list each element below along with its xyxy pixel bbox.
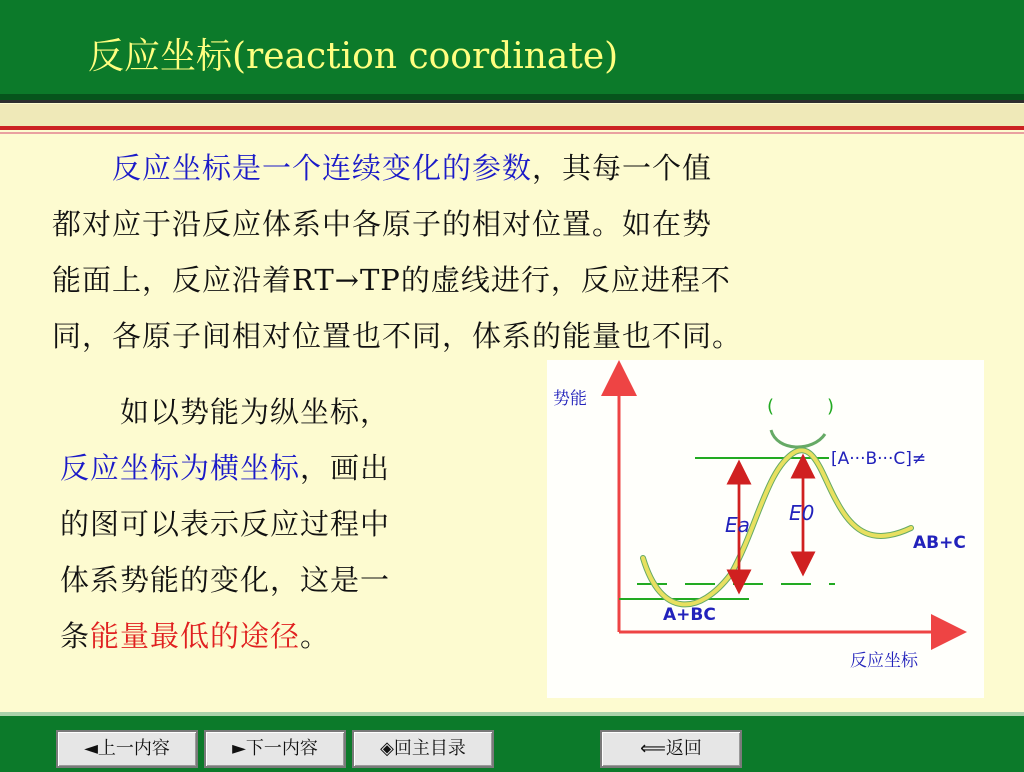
home-button[interactable]: ◈回主目录 (352, 730, 494, 768)
energy-diagram-svg (547, 360, 984, 698)
side-line-2 (60, 440, 530, 496)
transition-state-label: [A···B···C]≠ (831, 449, 927, 469)
header-divider (0, 104, 1024, 126)
side-line-5-end: 。 (300, 619, 331, 653)
side-highlight-red: 能量最低的途径 (90, 619, 301, 653)
para-line-1-rest: ，其每一个值 (532, 151, 713, 185)
next-button[interactable]: ►下一内容 (204, 730, 346, 768)
nav-bar (0, 712, 1024, 772)
page-title: 反应坐标(reaction coordinate) (88, 36, 619, 77)
para-line-4: 同，各原子间相对位置也不同，体系的能量也不同。 (52, 319, 743, 353)
side-highlight-blue: 反应坐标为横坐标 (60, 451, 301, 485)
side-line-2-rest: ，画出 (300, 451, 391, 485)
intro-paragraph (52, 140, 952, 364)
side-line-1: 如以势能为纵坐标， (60, 395, 391, 429)
y-axis-label: 势能 (553, 389, 587, 409)
back-button[interactable]: ⟸返回 (600, 730, 742, 768)
para-highlight-blue: 反应坐标是一个连续变化的参数 (112, 151, 533, 185)
para-line-3: 能面上，反应沿着RT→TP的虚线进行，反应进程不 (52, 263, 731, 297)
transition-mark-left: ( (767, 396, 775, 417)
side-paragraph (60, 384, 530, 664)
para-line-2: 都对应于沿反应体系中各原子的相对位置。如在势 (52, 207, 713, 241)
side-line-3: 的图可以表示反应过程中 (60, 507, 391, 541)
energy-diagram (547, 360, 984, 698)
side-line-5 (60, 608, 530, 664)
side-line-4: 体系势能的变化，这是一 (60, 563, 391, 597)
red-divider-line (0, 126, 1024, 130)
products-label: AB+C (913, 533, 966, 553)
transition-mark-right: ) (827, 396, 835, 417)
e0-label: E0 (789, 501, 815, 525)
transition-cap-curve (771, 430, 825, 447)
para-line-1 (52, 140, 952, 196)
reaction-curve (643, 450, 911, 604)
x-axis-label: 反应坐标 (850, 651, 918, 671)
prev-button[interactable]: ◄上一内容 (56, 730, 198, 768)
reactants-label: A+BC (663, 605, 716, 625)
ea-label: Ea (725, 513, 750, 537)
side-line-5-start: 条 (60, 619, 91, 653)
para-indent (52, 151, 112, 185)
red-divider-line-thin (0, 132, 1024, 134)
header-bar (0, 0, 1024, 103)
